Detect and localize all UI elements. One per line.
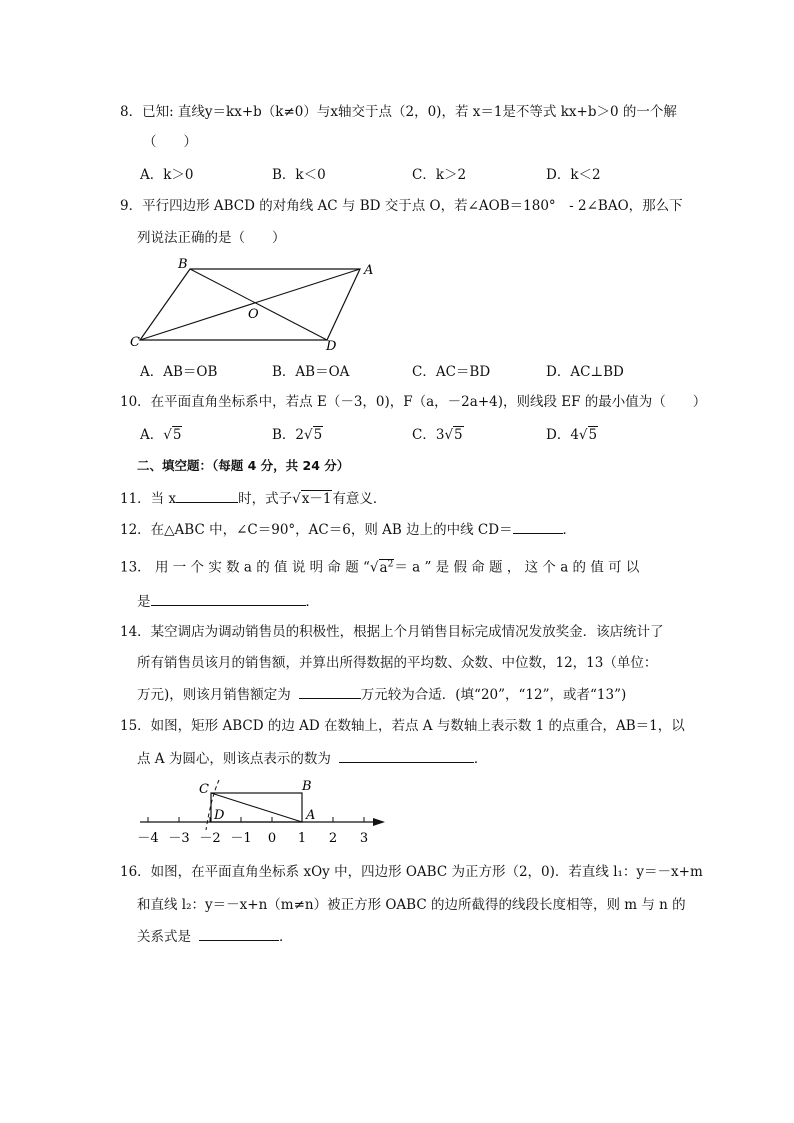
q9-stem-line1: 9．平行四边形 ABCD 的对角线 AC 与 BD 交于点 O，若∠AOB＝180° - 2∠BAO，那么下 bbox=[120, 198, 683, 214]
q10-option-a-sqrt: √5 bbox=[163, 427, 182, 443]
q11-post: 有意义． bbox=[332, 491, 387, 507]
label-c: C bbox=[130, 335, 140, 350]
q10-option-c-label: C． bbox=[412, 427, 436, 443]
label-a: A bbox=[306, 808, 316, 823]
q11-mid: 时，式子 bbox=[238, 491, 293, 507]
q13-sqrt: $√a^2$ bbox=[369, 559, 394, 576]
q13-pre: 13． 用 一 个 实 数 a 的 值 说 明 命 题 “ bbox=[120, 559, 370, 576]
tick-label: 1 bbox=[297, 831, 307, 846]
q15-line1: 15．如图，矩形 ABCD 的边 AD 在数轴上，若点 A 与数轴上表示数 1 的点重合，AB＝1，以 bbox=[120, 718, 685, 734]
q13-radicand bbox=[379, 559, 395, 576]
q10-option-a-label: A． bbox=[140, 427, 164, 443]
q10-option-c-coef: 3 bbox=[435, 427, 445, 443]
q10-option-d-label: D． bbox=[546, 427, 571, 443]
q10-option-a bbox=[140, 426, 182, 444]
diagonal-ac bbox=[211, 793, 302, 822]
q13-post: ＝ a ” 是 假 命 题 ， 这 个 a 的 值 可 以 bbox=[394, 559, 640, 576]
parallelogram-figure bbox=[130, 252, 390, 357]
q8-stem: 8．已知: 直线y＝kx+b（k≠0）与x轴交于点（2，0)，若 x＝1是不等式 kx+b＞0 的一个解 bbox=[120, 104, 677, 120]
q16-blank bbox=[199, 927, 279, 941]
q13-radicand-exponent: 2 bbox=[387, 559, 394, 569]
q8-option-b: B．k＜0 bbox=[272, 167, 326, 183]
q11 bbox=[120, 489, 386, 508]
tick-label: －3 bbox=[168, 831, 190, 846]
q10-option-c-radicand: 5 bbox=[454, 427, 463, 443]
q11-pre: 11．当 x bbox=[120, 491, 177, 507]
label-b: B bbox=[302, 779, 312, 794]
section-2-title: 二、填空题：（每题 4 分，共 24 分） bbox=[137, 458, 350, 473]
q10-option-b-coef: 2 bbox=[295, 427, 305, 443]
q12-blank bbox=[513, 520, 563, 534]
q15-line2-pre: 点 A 为圆心，则该点表示的数为 bbox=[137, 751, 331, 767]
q13-blank bbox=[151, 592, 306, 606]
q9-option-a: A．AB＝OB bbox=[140, 364, 218, 380]
q11-radicand: x－1 bbox=[301, 491, 332, 507]
q9-stem-line2: 列说法正确的是（ ） bbox=[137, 230, 286, 246]
label-d: D bbox=[326, 339, 337, 354]
q10-option-b-sqrt: √5 bbox=[304, 427, 323, 443]
tick-label: 3 bbox=[359, 831, 369, 846]
q10-option-d-coef: 4 bbox=[570, 427, 579, 443]
q9-option-d: D．AC⊥BD bbox=[546, 364, 624, 380]
axis-arrow-icon bbox=[373, 818, 385, 826]
q10-option-c bbox=[412, 426, 464, 444]
label-a: A bbox=[364, 263, 374, 278]
q13-line2-pre: 是 bbox=[137, 594, 151, 610]
q14-line2: 所有销售员该月的销售额，并算出所得数据的平均数、众数、中位数，12，13（单位： bbox=[137, 655, 658, 671]
q11-blank bbox=[176, 489, 238, 503]
q15-line2 bbox=[137, 749, 487, 768]
label-c: C bbox=[199, 782, 209, 797]
q14-line1: 14．某空调店为调动销售员的积极性，根据上个月销售目标完成情况发放奖金．该店统计了 bbox=[120, 624, 664, 640]
q13-line2 bbox=[137, 592, 319, 611]
q10-option-c-sqrt: √5 bbox=[444, 427, 463, 443]
tick-label: －4 bbox=[137, 831, 159, 846]
q12-post: ． bbox=[562, 522, 577, 538]
label-o: O bbox=[248, 307, 259, 322]
q10-option-b bbox=[272, 426, 323, 444]
q16-line3-post: ． bbox=[279, 929, 293, 945]
q13-line2-post: ． bbox=[305, 594, 319, 610]
q14-line3-pre: 万元)，则该月销售额定为 bbox=[137, 687, 291, 703]
q12-pre: 12．在△ABC 中，∠C＝90°，AC＝6，则 AB 边上的中线 CD＝ bbox=[120, 522, 513, 538]
q13-line1 bbox=[120, 555, 639, 577]
q10-stem: 10．在平面直角坐标系中，若点 E（－3，0)，F（a，－2a+4)，则线段 EF 的最小值为（ ） bbox=[120, 394, 707, 410]
label-d: D bbox=[214, 808, 225, 823]
q11-sqrt: √x－1 bbox=[292, 491, 332, 507]
q14-blank bbox=[299, 685, 361, 699]
q12 bbox=[120, 520, 576, 539]
q9-option-c: C．AC＝BD bbox=[412, 364, 491, 380]
tick-label: －2 bbox=[199, 831, 221, 846]
number-line-figure bbox=[135, 776, 395, 848]
tick-label: 2 bbox=[328, 831, 338, 846]
diagonal-bd bbox=[190, 269, 327, 340]
q10-option-d-sqrt: √5 bbox=[578, 427, 598, 443]
q8-answer-paren: （ ） bbox=[143, 134, 197, 150]
q13-radicand-base: a bbox=[379, 559, 388, 576]
tick-label: 0 bbox=[267, 831, 277, 846]
q16-line3-pre: 关系式是 bbox=[137, 929, 191, 945]
q16-line3 bbox=[137, 927, 293, 946]
q8-option-d: D．k＜2 bbox=[546, 167, 601, 183]
q16-line1: 16．如图，在平面直角坐标系 xOy 中，四边形 OABC 为正方形（2，0)．若直线 l₁：y＝－x+m bbox=[120, 864, 703, 880]
q10-option-d-radicand: 5 bbox=[588, 427, 598, 443]
q15-line2-post: ． bbox=[473, 751, 488, 767]
q10-option-b-radicand: 5 bbox=[313, 427, 323, 443]
q15-blank bbox=[339, 749, 474, 763]
q8-option-c: C．k＞2 bbox=[412, 167, 467, 183]
q10-option-a-radicand: 5 bbox=[172, 427, 182, 443]
q14-line3-post: 万元较为合适．(填“20”，“12”，或者“13”) bbox=[360, 687, 627, 703]
q8-option-a: A．k＞0 bbox=[140, 167, 194, 183]
q14-line3 bbox=[137, 685, 626, 704]
diagonal-ac bbox=[140, 269, 360, 340]
q10-option-b-label: B． bbox=[272, 427, 296, 443]
tick-label: －1 bbox=[230, 831, 252, 846]
q10-option-d bbox=[546, 426, 598, 444]
q9-option-b: B．AB＝OA bbox=[272, 364, 350, 380]
q16-line2: 和直线 l₂：y＝－x+n（m≠n）被正方形 OABC 的边所截得的线段长度相等，则 m 与 n 的 bbox=[137, 897, 686, 913]
label-b: B bbox=[178, 257, 188, 272]
